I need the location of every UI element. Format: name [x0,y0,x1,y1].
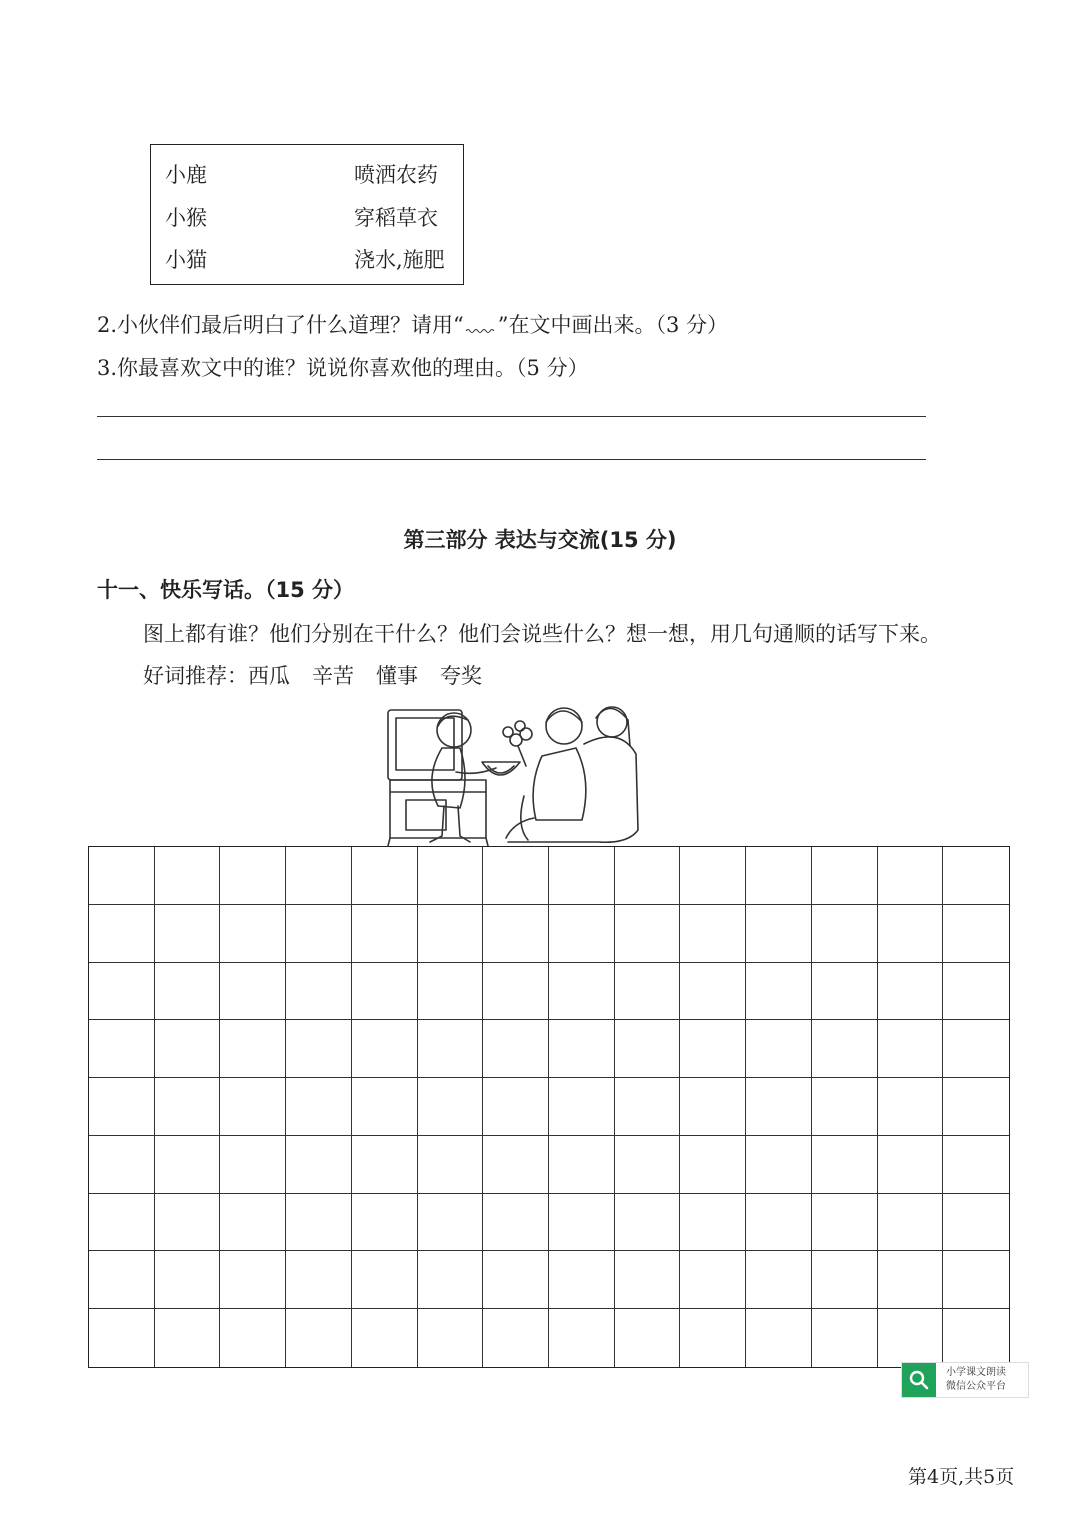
grid-cell[interactable] [418,963,484,1021]
grid-cell[interactable] [615,1309,681,1367]
grid-cell[interactable] [352,1309,418,1367]
grid-cell[interactable] [155,1078,221,1136]
grid-cell[interactable] [483,847,549,905]
grid-cell[interactable] [155,1194,221,1252]
grid-cell[interactable] [352,1251,418,1309]
grid-cell[interactable] [549,1020,615,1078]
grid-cell[interactable] [220,1020,286,1078]
grid-cell[interactable] [680,1020,746,1078]
grid-cell[interactable] [549,1251,615,1309]
grid-cell[interactable] [746,1194,812,1252]
grid-cell[interactable] [352,1136,418,1194]
grid-cell[interactable] [155,1136,221,1194]
grid-cell[interactable] [89,1136,155,1194]
grid-cell[interactable] [286,1078,352,1136]
grid-cell[interactable] [746,1078,812,1136]
grid-cell[interactable] [418,1136,484,1194]
grid-cell[interactable] [680,1194,746,1252]
grid-cell[interactable] [812,1309,878,1367]
grid-cell[interactable] [418,1194,484,1252]
grid-cell[interactable] [352,905,418,963]
grid-cell[interactable] [878,1136,944,1194]
grid-cell[interactable] [352,847,418,905]
grid-cell[interactable] [680,847,746,905]
grid-cell[interactable] [549,963,615,1021]
grid-cell[interactable] [549,1194,615,1252]
question-2-text-b: ”在文中画出来。（3 分） [497,313,729,337]
recommended-words [143,660,504,690]
writing-prompt: 图上都有谁？他们分别在干什么？他们会说些什么？想一想，用几句通顺的话写下来。 [143,622,941,646]
grid-cell[interactable] [220,1309,286,1367]
grid-cell[interactable] [615,905,681,963]
word-2: 辛苦 [312,664,354,688]
grid-cell[interactable] [680,1136,746,1194]
grid-cell[interactable] [878,1078,944,1136]
grid-cell[interactable] [943,1309,1009,1367]
grid-cell[interactable] [615,1251,681,1309]
grid-cell[interactable] [746,1136,812,1194]
grid-cell[interactable] [943,847,1009,905]
grid-cell[interactable] [680,1078,746,1136]
match-left-3: 小猫 [165,248,207,272]
grid-cell[interactable] [286,963,352,1021]
grid-cell[interactable] [483,1020,549,1078]
grid-cell[interactable] [943,1251,1009,1309]
grid-cell[interactable] [812,1251,878,1309]
grid-cell[interactable] [812,847,878,905]
grid-cell[interactable] [286,1136,352,1194]
grid-cell[interactable] [943,1194,1009,1252]
grid-cell[interactable] [812,1194,878,1252]
grid-cell[interactable] [943,1078,1009,1136]
grid-cell[interactable] [812,905,878,963]
grid-cell[interactable] [286,905,352,963]
grid-cell[interactable] [615,1136,681,1194]
page-number: 第4页,共5页 [908,1466,1015,1488]
grid-cell[interactable] [220,847,286,905]
grid-cell[interactable] [615,1078,681,1136]
grid-cell[interactable] [220,1078,286,1136]
grid-cell[interactable] [155,963,221,1021]
grid-cell[interactable] [220,905,286,963]
grid-cell[interactable] [483,1136,549,1194]
family-watermelon-illustration [384,700,642,848]
grid-cell[interactable] [286,1309,352,1367]
grid-cell[interactable] [483,905,549,963]
grid-cell[interactable] [549,905,615,963]
grid-cell[interactable] [943,905,1009,963]
grid-cell[interactable] [89,1251,155,1309]
word-4: 夸奖 [440,664,482,688]
grid-cell[interactable] [943,1136,1009,1194]
grid-cell[interactable] [220,1136,286,1194]
grid-cell[interactable] [483,1251,549,1309]
grid-cell[interactable] [878,1251,944,1309]
grid-cell[interactable] [615,1194,681,1252]
grid-cell[interactable] [943,1020,1009,1078]
grid-cell[interactable] [352,1194,418,1252]
grid-cell[interactable] [220,1251,286,1309]
word-1: 西瓜 [248,664,290,688]
match-left-2: 小猴 [165,206,207,230]
grid-cell[interactable] [878,905,944,963]
grid-cell[interactable] [483,1078,549,1136]
watermark-text [946,1366,1006,1394]
grid-cell[interactable] [615,963,681,1021]
question-2-text-a: 2.小伙伴们最后明白了什么道理？请用“ [97,313,464,337]
grid-cell[interactable] [878,1194,944,1252]
grid-cell[interactable] [878,1309,944,1367]
section-title: 第三部分 表达与交流(15 分) [403,528,677,552]
grid-cell[interactable] [418,1309,484,1367]
grid-cell[interactable] [89,1194,155,1252]
wechat-watermark-badge [901,1362,1029,1398]
wavy-underline-icon [464,320,498,334]
grid-cell[interactable] [89,905,155,963]
grid-cell[interactable] [680,1251,746,1309]
grid-cell[interactable] [352,1020,418,1078]
grid-cell[interactable] [286,1251,352,1309]
grid-cell[interactable] [812,1136,878,1194]
matching-box [150,144,464,285]
grid-cell[interactable] [89,1078,155,1136]
grid-cell[interactable] [418,847,484,905]
grid-cell[interactable] [286,1194,352,1252]
question-2 [97,309,728,339]
grid-cell[interactable] [352,1078,418,1136]
answer-line-2[interactable] [97,459,926,460]
watermark-line-2: 微信公众平台 [946,1381,1006,1392]
writing-grid[interactable] [88,846,1010,1368]
grid-cell[interactable] [352,963,418,1021]
grid-cell[interactable] [89,1309,155,1367]
grid-cell[interactable] [680,1309,746,1367]
grid-cell[interactable] [878,847,944,905]
question-11-heading: 十一、快乐写话。（15 分） [97,578,355,602]
grid-cell[interactable] [549,1078,615,1136]
grid-cell[interactable] [155,847,221,905]
grid-cell[interactable] [615,847,681,905]
grid-cell[interactable] [943,963,1009,1021]
watermark-line-1: 小学课文朗读 [946,1367,1006,1378]
grid-cell[interactable] [220,1194,286,1252]
word-3: 懂事 [376,664,418,688]
grid-cell[interactable] [746,963,812,1021]
question-3: 3.你最喜欢文中的谁？说说你喜欢他的理由。（5 分） [97,356,589,380]
grid-cell[interactable] [286,847,352,905]
grid-cell[interactable] [155,1309,221,1367]
grid-cell[interactable] [483,963,549,1021]
grid-cell[interactable] [89,847,155,905]
match-right-3: 浇水,施肥 [354,248,445,272]
grid-cell[interactable] [746,1020,812,1078]
grid-cell[interactable] [418,1020,484,1078]
grid-cell[interactable] [746,1251,812,1309]
grid-cell[interactable] [155,1251,221,1309]
grid-cell[interactable] [812,1078,878,1136]
grid-cell[interactable] [483,1194,549,1252]
words-label: 好词推荐： [143,664,248,688]
grid-cell[interactable] [680,905,746,963]
grid-cell[interactable] [746,847,812,905]
grid-cell[interactable] [155,905,221,963]
grid-cell[interactable] [549,847,615,905]
grid-cell[interactable] [746,905,812,963]
grid-cell[interactable] [549,1136,615,1194]
match-right-2: 穿稻草衣 [354,206,438,230]
grid-cell[interactable] [286,1020,352,1078]
grid-cell[interactable] [878,1020,944,1078]
grid-cell[interactable] [549,1309,615,1367]
grid-cell[interactable] [680,963,746,1021]
grid-cell[interactable] [812,1020,878,1078]
grid-cell[interactable] [418,905,484,963]
grid-cell[interactable] [89,963,155,1021]
grid-cell[interactable] [812,963,878,1021]
match-right-1: 喷洒农药 [354,163,438,187]
grid-cell[interactable] [878,963,944,1021]
grid-cell[interactable] [220,963,286,1021]
grid-cell[interactable] [746,1309,812,1367]
grid-cell[interactable] [615,1020,681,1078]
search-icon [902,1363,936,1397]
match-left-1: 小鹿 [165,163,207,187]
grid-cell[interactable] [418,1251,484,1309]
grid-cell[interactable] [89,1020,155,1078]
answer-line-1[interactable] [97,416,926,417]
grid-cell[interactable] [418,1078,484,1136]
grid-cell[interactable] [155,1020,221,1078]
grid-cell[interactable] [483,1309,549,1367]
